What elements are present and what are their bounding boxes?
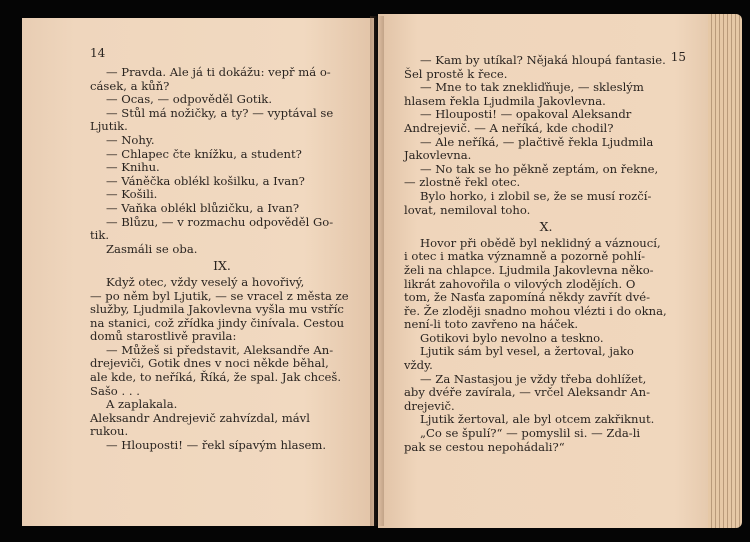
text-line: — No tak se ho pěkně zeptám, on řekne, [420,161,659,176]
text-line: vždy. [404,358,433,373]
text-line: — Blůzu, — v rozmachu odpověděl Go- [106,214,334,229]
text-line: — Pravda. Ale já ti dokážu: vepř má o- [106,65,331,79]
book-gutter [370,16,384,526]
text-line: — Hlouposti! — opakoval Aleksandr [420,107,632,122]
page-number: 14 [90,46,106,60]
left-page [22,18,374,526]
text-line: Ljutik žertoval, ale byl otcem zakřiknut. [420,412,655,427]
text-line: Zasmáli se oba. [106,241,198,256]
text-line: drejeviči, Gotik dnes v noci někde běhal, [90,356,329,371]
text-line: — Chlapec čte knížku, a student? [106,146,302,161]
text-line: — Můžeš si představit, Aleksandře An- [106,342,334,357]
right-page [378,14,708,528]
text-line: Šel prostě k řece. [404,66,508,81]
text-line: — Váněčka oblékl košilku, a Ivan? [106,173,305,188]
text-line: — po něm byl Ljutik, — se vracel z města ze [90,288,349,303]
text-line: Bylo horko, i zlobil se, že se musí rozčí- [420,188,652,203]
text-line: Hovor při obědě byl neklidný a váznoucí, [420,235,661,250]
text-line: aby dvéře zavírala, — vrčel Aleksandr An- [404,385,651,400]
text-line: — Knihu. [106,160,160,175]
text-line: Ljutik sám byl vesel, a žertoval, jako [420,344,634,359]
text-line: — Za Nastasjou je vždy třeba dohlížet, [420,371,647,386]
text-line: — Košili. [106,187,158,202]
page-text [404,54,688,454]
text-line: A zaplakala. [106,397,178,412]
text-line: tom, že Nasťa zapomíná někdy zavřít dvé- [404,290,651,305]
text-line: hlasem řekla Ljudmila Jakovlevna. [404,93,606,108]
text-line: Jakovlevna. [404,148,472,163]
text-line: není-li toto zavřeno na háček. [404,317,579,332]
text-line: lovat, nemiloval toho. [404,202,531,217]
text-line: — Nohy. [106,132,155,147]
text-line: Ljutik. [90,119,128,134]
text-line: domů starostlivě pravila: [90,329,237,344]
text-line: cásek, a kůň? [90,78,170,93]
text-line: „Co se špulí?“ — pomyslil si. — Zda-li [420,426,641,441]
page-number: 15 [670,50,686,64]
text-line: služby, Ljudmila Jakovlevna vyšla mu vstříc [90,302,344,317]
text-line: i otec i matka významně a pozorně pohlí- [404,249,646,264]
text-line: na stanici, což zřídka jindy činívala. Cestou [90,315,345,330]
text-line: — Ale neříká, — plačtivě řekla Ljudmila [420,134,654,149]
text-line: — Kam by utíkal? Nějaká hloupá fantasie. [420,53,666,67]
text-line: — zlostně řekl otec. [404,175,521,190]
text-line: likrát zahovořila o vilových zlodějích. O [404,276,636,291]
text-line: — Vaňka oblékl blůzičku, a Ivan? [106,200,300,215]
text-line: — Mne to tak znekliďňuje, — skleslým [420,80,644,95]
text-line: pak se cestou nepohádali?“ [404,439,565,454]
text-line: — Hlouposti! — řekl sípavým hlasem. [106,438,327,453]
text-line: tik. [90,228,110,243]
chapter-heading: IX. [213,258,231,274]
text-line: — Stůl má nožičky, a ty? — vyptával se [106,105,334,120]
chapter-heading: X. [539,219,553,235]
text-line: Aleksandr Andrejevič zahvízdal, mávl [90,410,310,425]
text-line: rukou. [90,424,129,439]
text-line: drejevič. [404,398,455,413]
text-line: ře. Že zloději snadno mohou vlézti i do okna, [404,303,667,318]
text-line: želi na chlapce. Ljudmila Jakovlevna něko- [404,262,654,277]
text-line: Když otec, vždy veselý a hovořivý, [106,274,305,289]
text-line: — Ocas, — odpověděl Gotik. [106,92,272,107]
text-line: Sašo . . . [90,383,140,398]
text-line: Andrejevič. — A neříká, kde chodil? [404,120,614,135]
page-text [90,66,354,453]
text-line: Gotikovi bylo nevolno a teskno. [420,330,604,345]
text-line: ale kde, to neříká, Říká, že spal. Jak chceš. [90,370,342,385]
